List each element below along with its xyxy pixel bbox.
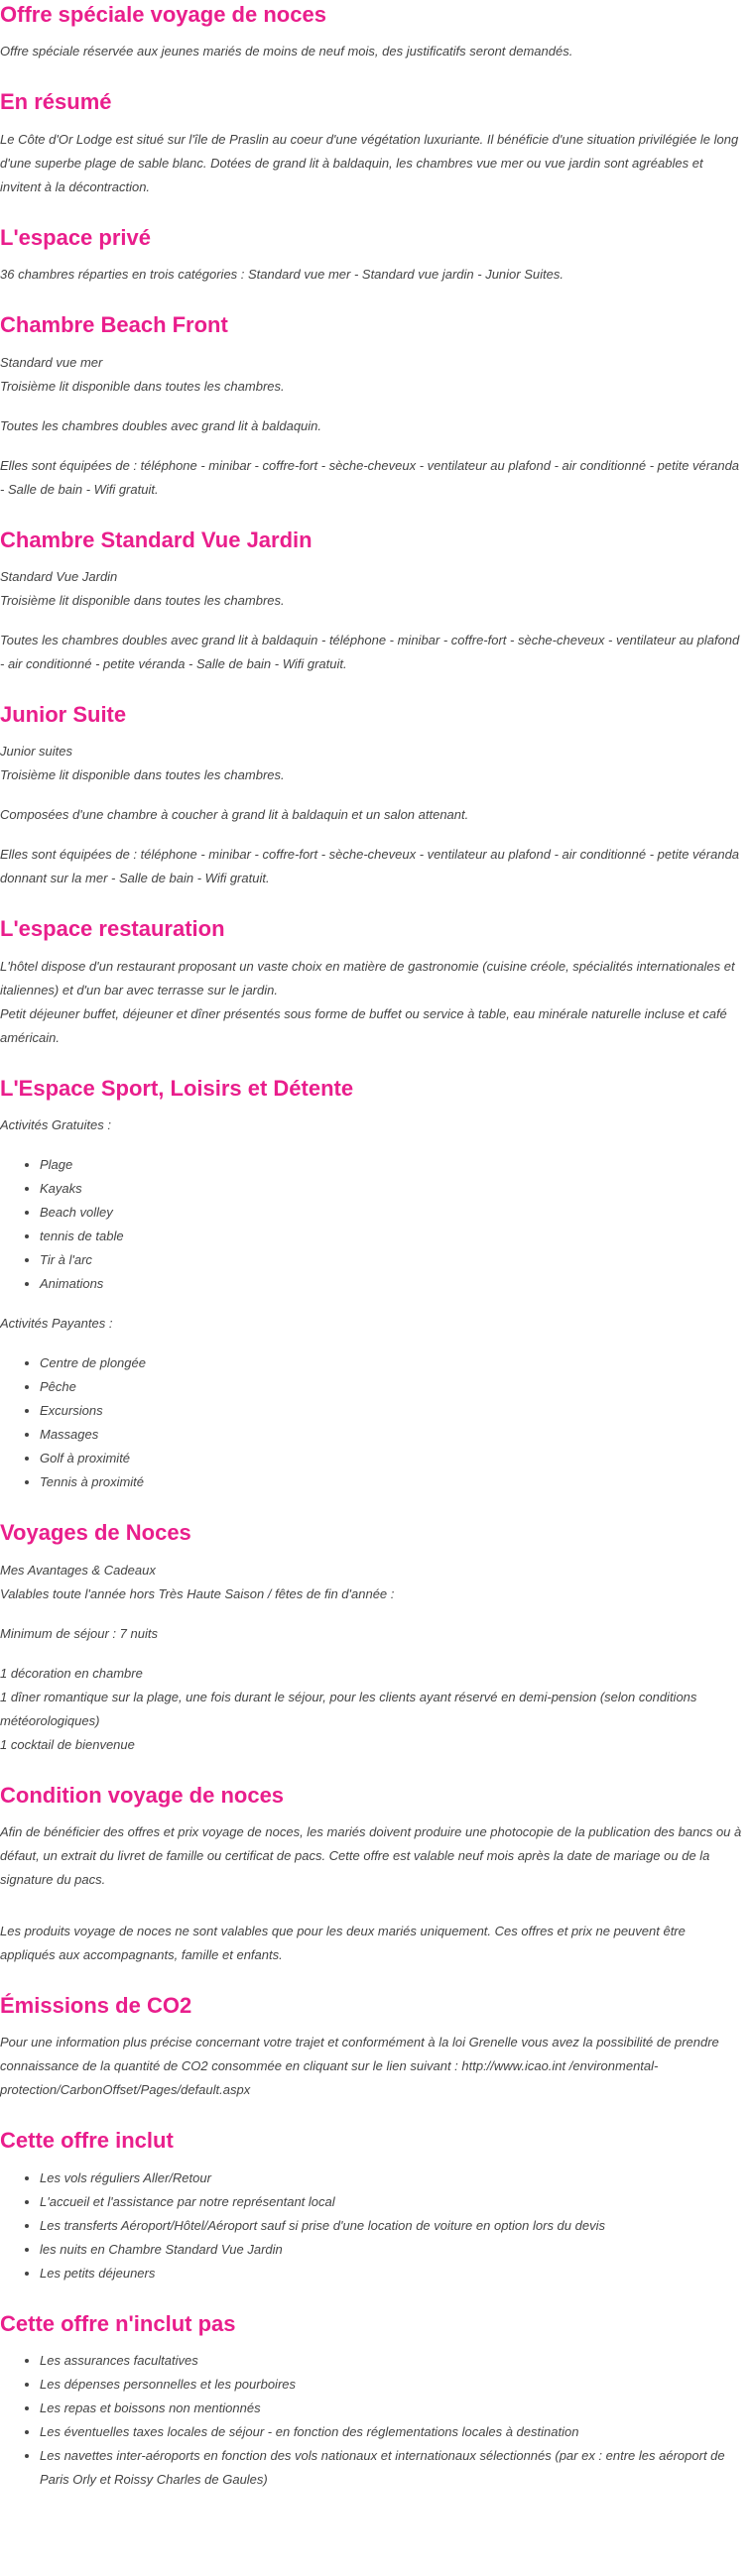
section-text: Elles sont équipées de : téléphone - minibar - coffre-fort - sèche-cheveux - ventilateur au plafond - air conditionné - petite véranda - Salle de bain - Wifi gratuit. (0, 457, 740, 497)
section-title: Junior Suite (0, 701, 127, 727)
gift-item: 1 dîner romantique sur la plage, une fois durant le séjour, pour les clients ayant réservé en demi-pension (selon conditions météorologiques) (0, 1689, 697, 1728)
advantages-intro (0, 1559, 744, 1606)
section-chambre-beach-front (0, 312, 744, 501)
list-item: • Les vols réguliers Aller/Retour (40, 2166, 744, 2190)
section-text: Composées d'une chambre à coucher à grand lit à baldaquin et un salon attenant. (0, 807, 469, 823)
room-extra-bed: Troisième lit disponible dans toutes les chambres. (0, 378, 285, 394)
section-title: En résumé (0, 89, 112, 115)
section-en-resume (0, 89, 744, 198)
gift-item: 1 cocktail de bienvenue (0, 1736, 135, 1752)
room-category: Standard Vue Jardin (0, 568, 118, 584)
free-activities-list (0, 1153, 744, 1296)
list-item: • Les éventuelles taxes locales de séjour - en fonction des réglementations locales à destination (40, 2420, 744, 2444)
list-item: • Tennis à proximité (40, 1470, 744, 1494)
list-item: • Animations (40, 1272, 744, 1296)
section-junior-suite (0, 702, 744, 890)
section-text: Offre spéciale réservée aux jeunes mariés de moins de neuf mois, des justificatifs seront demandés. (0, 44, 573, 59)
section-voyages-de-noces (0, 1520, 744, 1756)
list-item: • Massages (40, 1423, 744, 1447)
section-title: L'espace restauration (0, 916, 225, 942)
section-offre-inclut (0, 2128, 744, 2284)
paid-activities-list (0, 1351, 744, 1494)
list-item: • Beach volley (40, 1201, 744, 1225)
section-espace-prive (0, 225, 744, 287)
section-title: Condition voyage de noces (0, 1782, 285, 1808)
section-condition-voyage (0, 1783, 744, 1967)
section-title: Cette offre inclut (0, 2128, 174, 2154)
list-item: • les nuits en Chambre Standard Vue Jardin (40, 2238, 744, 2262)
section-text: Afin de bénéficier des offres et prix voyage de noces, les mariés doivent produire une photocopie de la publication des bancs ou à défaut, un extrait du livret de famille ou certificat de pacs. Cette offre est valable neuf mois après la date de mariage ou de la signature du pacs. (0, 1823, 742, 1887)
gift-item: 1 décoration en chambre (0, 1665, 143, 1681)
section-text: Le Côte d'Or Lodge est situé sur l'île de Praslin au coeur d'une végétation luxuriante. Il bénéficie d'une situation privilégiée le long d'une superbe plage de sable blanc. Dotées de grand lit à baldaquin, les chambres vue mer ou vue jardin sont agréables et invitent à la décontraction. (0, 131, 739, 194)
section-title: L'espace privé (0, 224, 151, 250)
list-item: • tennis de table (40, 1225, 744, 1248)
paid-activities-label: Activités Payantes : (0, 1316, 113, 1332)
section-offre-speciale (0, 0, 744, 63)
list-item: • Les petits déjeuners (40, 2262, 744, 2285)
room-extra-bed: Troisième lit disponible dans toutes les chambres. (0, 592, 285, 608)
section-espace-restauration (0, 916, 744, 1049)
section-chambre-vue-jardin (0, 527, 744, 676)
list-item: • Tir à l'arc (40, 1248, 744, 1272)
section-sport-loisirs (0, 1076, 744, 1494)
min-stay: Minimum de séjour : 7 nuits (0, 1625, 158, 1641)
section-text: 36 chambres réparties en trois catégories : Standard vue mer - Standard vue jardin - Junior Suites. (0, 267, 564, 283)
list-item: • Les transferts Aéroport/Hôtel/Aéroport sauf si prise d'une location de voiture en option lors du devis (40, 2214, 744, 2238)
advantages-heading: Mes Avantages & Cadeaux (0, 1562, 156, 1578)
validity-text: Valables toute l'année hors Très Haute Saison / fêtes de fin d'année : (0, 1585, 395, 1601)
section-emissions-co2 (0, 1993, 744, 2102)
list-item: • Centre de plongée (40, 1351, 744, 1375)
section-text: Les produits voyage de noces ne sont valables que pour les deux mariés uniquement. Ces offres et prix ne peuvent être appliqués aux accompagnants, famille et enfants. (0, 1923, 686, 1962)
section-title: Offre spéciale voyage de noces (0, 2, 326, 27)
room-extra-bed: Troisième lit disponible dans toutes les chambres. (0, 767, 285, 783)
section-text (0, 955, 744, 1050)
list-item: • Excursions (40, 1399, 744, 1423)
room-summary (0, 351, 744, 399)
section-title: Cette offre n'inclut pas (0, 2310, 236, 2336)
section-title: Chambre Beach Front (0, 312, 228, 338)
room-summary (0, 565, 744, 613)
list-item: • Les dépenses personnelles et les pourboires (40, 2373, 744, 2397)
section-text: Toutes les chambres doubles avec grand lit à baldaquin. (0, 417, 322, 433)
gifts-list (0, 1662, 744, 1757)
excluded-list (0, 2349, 744, 2492)
list-item: • Golf à proximité (40, 1447, 744, 1470)
meals-description: Petit déjeuner buffet, déjeuner et dîner présentés sous forme de buffet ou service à table, eau minérale naturelle incluse et café américain. (0, 1005, 727, 1045)
section-title: Chambre Standard Vue Jardin (0, 527, 313, 552)
section-title: Voyages de Noces (0, 1520, 191, 1546)
free-activities-label: Activités Gratuites : (0, 1117, 111, 1133)
room-category: Standard vue mer (0, 354, 103, 370)
list-item: • Les repas et boissons non mentionnés (40, 2397, 744, 2420)
section-title: L'Espace Sport, Loisirs et Détente (0, 1075, 354, 1101)
section-offre-ninclut-pas (0, 2311, 744, 2492)
list-item: • Les assurances facultatives (40, 2349, 744, 2373)
restaurant-description: L'hôtel dispose d'un restaurant proposant un vaste choix en matière de gastronomie (cuisine créole, spécialités internationales et italiennes) et d'un bar avec terrasse sur le jardin. (0, 958, 735, 997)
list-item: • Pêche (40, 1375, 744, 1399)
included-list (0, 2166, 744, 2285)
section-text: Elles sont équipées de : téléphone - minibar - coffre-fort - sèche-cheveux - ventilateur au plafond - air conditionné - petite véranda donnant sur la mer - Salle de bain - Wifi gratuit. (0, 847, 740, 886)
list-item: • Les navettes inter-aéroports en fonction des vols nationaux et internationaux sélectionnés (par ex : entre les aéroport de Paris Orly et Roissy Charles de Gaules) (40, 2444, 744, 2492)
section-title: Émissions de CO2 (0, 1992, 192, 2018)
list-item: • Kayaks (40, 1177, 744, 1201)
room-category: Junior suites (0, 744, 72, 760)
section-text: Toutes les chambres doubles avec grand lit à baldaquin - téléphone - minibar - coffre-fort - sèche-cheveux - ventilateur au plafond - air conditionné - petite véranda - Salle de bain - Wifi gratuit. (0, 632, 740, 671)
list-item: • L'accueil et l'assistance par notre représentant local (40, 2190, 744, 2214)
room-summary (0, 740, 744, 787)
section-text: Pour une information plus précise concernant votre trajet et conformément à la loi Grenelle vous avez la possibilité de prendre connaissance de la quantité de CO2 consommée en cliquant sur le lien suivant : http://www.icao.int /environmental-protection/CarbonOffset/Pages/default.aspx (0, 2035, 719, 2098)
list-item: • Plage (40, 1153, 744, 1177)
